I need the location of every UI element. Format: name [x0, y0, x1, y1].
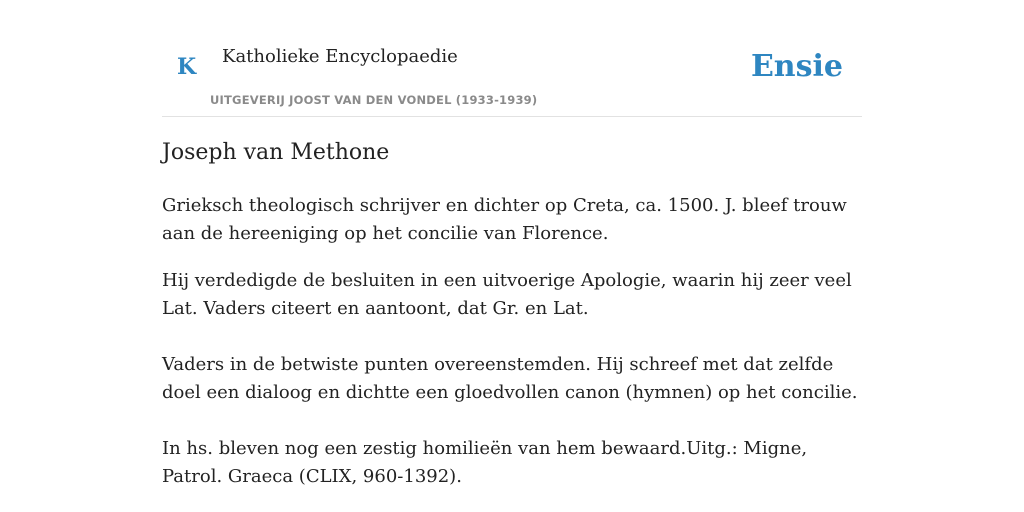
site-header [162, 0, 862, 117]
article-body [162, 192, 862, 510]
publisher-subtitle: UITGEVERIJ JOOST VAN DEN VONDEL (1933-1939) [210, 93, 538, 107]
publication-title[interactable]: Katholieke Encyclopaedie [222, 46, 458, 67]
publication-logo[interactable]: K [177, 54, 197, 80]
article-paragraph: Hij verdedigde de besluiten in een uitvoerige Apologie, waarin hij zeer veel Lat. Vaders citeert en aantoont, dat Gr. en Lat. [162, 270, 852, 319]
article-paragraph: Grieksch theologisch schrijver en dichter op Creta, ca. 1500. J. bleef trouw aan de hereeniging op het concilie van Florence. [162, 195, 847, 244]
ensie-brand-link[interactable]: Ensie [750, 49, 843, 84]
article-paragraph: In hs. bleven nog een zestig homilieën van hem bewaard.Uitg.: Migne, Patrol. Graeca (CLIX, 960-1392). [162, 438, 808, 487]
article-paragraph: Vaders in de betwiste punten overeenstemden. Hij schreef met dat zelfde doel een dialoog en dichtte een gloedvollen canon (hymnen) op het concilie. [162, 354, 858, 403]
article-title: Joseph van Methone [162, 140, 390, 165]
page-container [162, 0, 862, 487]
